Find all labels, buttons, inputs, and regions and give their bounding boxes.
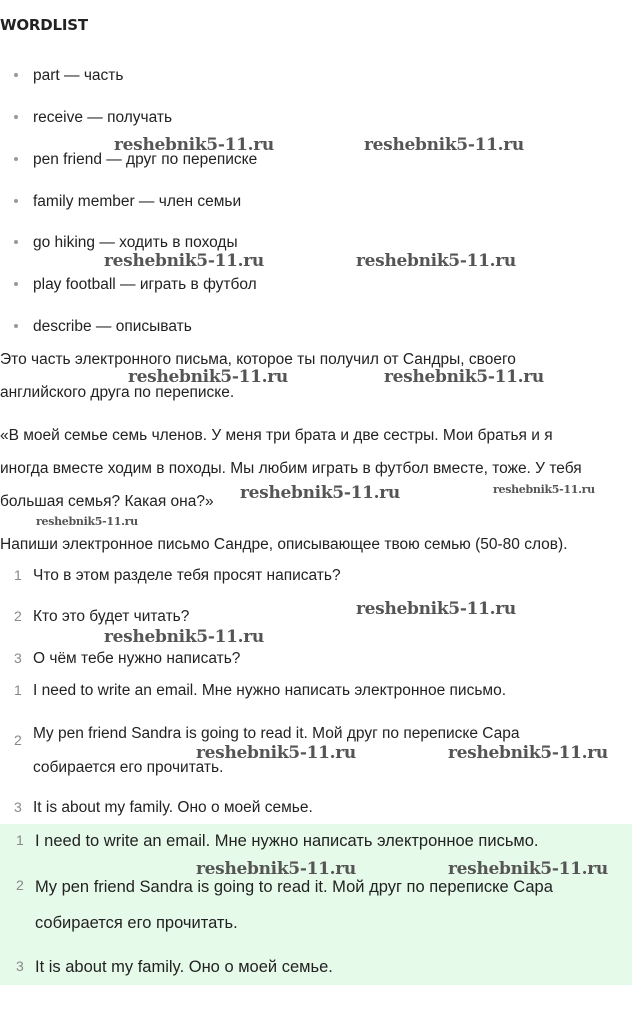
bullet-icon — [14, 115, 18, 119]
watermark: reshebnik5-11.ru — [36, 515, 138, 528]
watermark: reshebnik5-11.ru — [104, 251, 264, 271]
watermark: reshebnik5-11.ru — [128, 367, 288, 387]
watermark: reshebnik5-11.ru — [493, 483, 595, 496]
highlighted-answer-item: 2 My pen friend Sandra is going to read it. Мой друг по переписке Сара собирается его прочитать. — [16, 877, 553, 932]
watermark: reshebnik5-11.ru — [364, 135, 524, 155]
answer-item: 3 It is about my family. Оно о моей семье. — [14, 799, 313, 816]
question-item: 1 Что в этом разделе тебя просят написать? — [14, 567, 341, 584]
highlighted-answer-item: 3 It is about my family. Оно о моей семье. — [16, 958, 333, 976]
page-title: WORDLIST — [0, 16, 88, 34]
watermark: reshebnik5-11.ru — [384, 367, 544, 387]
answer-item: 2 My pen friend Sandra is going to read it. Мой друг по переписке Сара собирается его прочитать. — [14, 725, 520, 776]
watermark: reshebnik5-11.ru — [196, 743, 356, 763]
watermark: reshebnik5-11.ru — [196, 859, 356, 879]
watermark: reshebnik5-11.ru — [448, 743, 608, 763]
watermark: reshebnik5-11.ru — [356, 599, 516, 619]
bullet-icon — [14, 73, 18, 77]
task-text: Напиши электронное письмо Сандре, описывающее твою семью (50-80 слов). — [0, 536, 568, 553]
wordlist-item: go hiking — ходить в походы — [14, 234, 238, 252]
wordlist-item: pen friend — друг по переписке — [14, 151, 257, 169]
question-item: 2 Кто это будет читать? — [14, 608, 190, 625]
watermark: reshebnik5-11.ru — [104, 627, 264, 647]
letter-quote: «В моей семье семь членов. У меня три брата и две сестры. Мои братья и я иногда вместе ходим в походы. Мы любим играть в футбол вместе, тоже. У тебя большая семья? Какая она?» — [0, 427, 582, 510]
question-item: 3 О чём тебе нужно написать? — [14, 650, 241, 667]
watermark: reshebnik5-11.ru — [448, 859, 608, 879]
wordlist-item: describe — описывать — [14, 318, 192, 336]
answer-item: 1 I need to write an email. Мне нужно написать электронное письмо. — [14, 682, 506, 699]
bullet-icon — [14, 199, 18, 203]
wordlist-item: receive — получать — [14, 109, 172, 127]
bullet-icon — [14, 240, 18, 244]
watermark: reshebnik5-11.ru — [356, 251, 516, 271]
wordlist-item: family member — член семьи — [14, 193, 241, 211]
wordlist-item: part — часть — [14, 67, 123, 85]
bullet-icon — [14, 157, 18, 161]
wordlist-item: play football — играть в футбол — [14, 276, 257, 294]
bullet-icon — [14, 324, 18, 328]
intro-paragraph: Это часть электронного письма, которое ты получил от Сандры, своего английского друга по переписке. — [0, 351, 516, 401]
watermark: reshebnik5-11.ru — [240, 483, 400, 503]
highlighted-answer-item: 1 I need to write an email. Мне нужно написать электронное письмо. — [16, 832, 539, 850]
bullet-icon — [14, 282, 18, 286]
watermark: reshebnik5-11.ru — [114, 135, 274, 155]
